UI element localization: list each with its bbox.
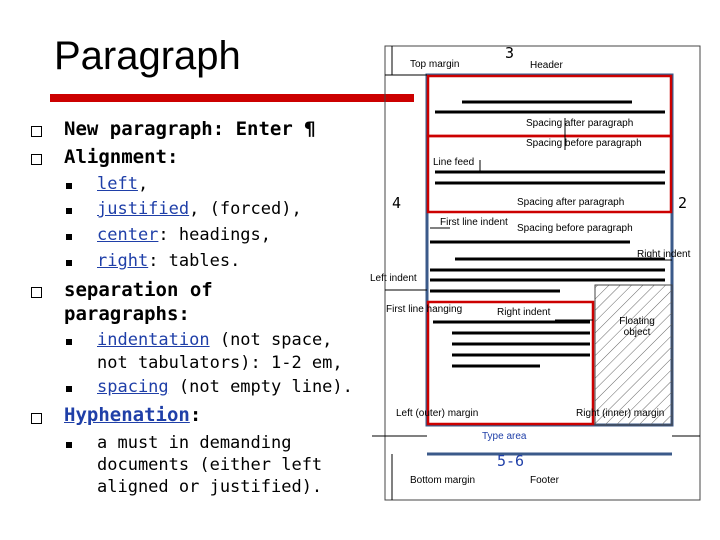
label-header: Header [530,60,563,71]
dimension-markers [372,46,700,500]
link-right[interactable]: right [97,251,149,271]
page-outline [385,46,700,500]
bullet-separation-line1: separation of [64,279,213,301]
slide-title: Paragraph [54,34,241,78]
number-3: 3 [505,44,515,62]
link-left[interactable]: left [97,174,138,194]
alignment-item-text: , [137,174,149,194]
alignment-item-text: : tables. [148,251,241,271]
label-first-line-hanging: First line hanging [386,304,463,315]
number-4: 4 [392,194,402,212]
link-center[interactable]: center [97,225,159,245]
label-spacing-after-2: Spacing after paragraph [517,197,625,208]
bullet-separation-line2: paragraphs: [64,303,190,325]
label-left-indent: Left indent [370,273,417,284]
number-2: 2 [678,194,688,212]
link-hyphenation[interactable]: Hyphenation [64,404,190,426]
label-line-feed: Line feed [433,157,475,168]
floating-object-box [595,285,672,425]
label-bottom-margin: Bottom margin [410,475,476,486]
label-floating-object: Floating object [619,316,655,338]
link-spacing[interactable]: spacing [97,377,169,397]
label-spacing-before-2: Spacing before paragraph [517,223,633,234]
link-justified[interactable]: justified [97,199,190,219]
text-lines-paragraph-3 [430,242,665,291]
alignment-item-text: , (forced), [189,199,302,219]
hyphenation-colon: : [189,404,202,426]
label-right-indent-1: Right indent [637,249,691,260]
text-lines-paragraph-4 [433,322,590,366]
label-top-margin: Top margin [410,59,460,70]
hyphenation-item-line1: a must in demanding [97,433,292,453]
bullet-alignment: Alignment: [64,146,179,168]
separation-item-text: (not space, [209,330,333,350]
label-spacing-after-1: Spacing after paragraph [526,118,634,129]
separation-item-text: (not empty line). [168,377,353,397]
label-type-area: Type area [482,431,527,442]
bullet-new-paragraph: New paragraph: Enter ¶ [64,118,316,140]
text-lines-paragraph-1 [435,102,665,112]
label-right-inner-margin: Right (inner) margin [576,408,665,419]
label-first-line-indent: First line indent [440,217,508,228]
hyphenation-item-line3: aligned or justified). [97,477,323,497]
link-indentation[interactable]: indentation [97,330,210,350]
number-5-6: 5-6 [497,452,525,470]
label-spacing-before-1: Spacing before paragraph [526,138,642,149]
alignment-item-text: : headings, [158,225,272,245]
label-footer: Footer [530,475,559,486]
label-right-indent-2: Right indent [497,307,551,318]
hyphenation-item-line2: documents (either left [97,455,323,475]
label-left-outer-margin: Left (outer) margin [396,408,479,419]
text-lines-paragraph-2 [435,172,665,183]
separation-item-indentation-line2: not tabulators): 1-2 em, [97,353,343,373]
